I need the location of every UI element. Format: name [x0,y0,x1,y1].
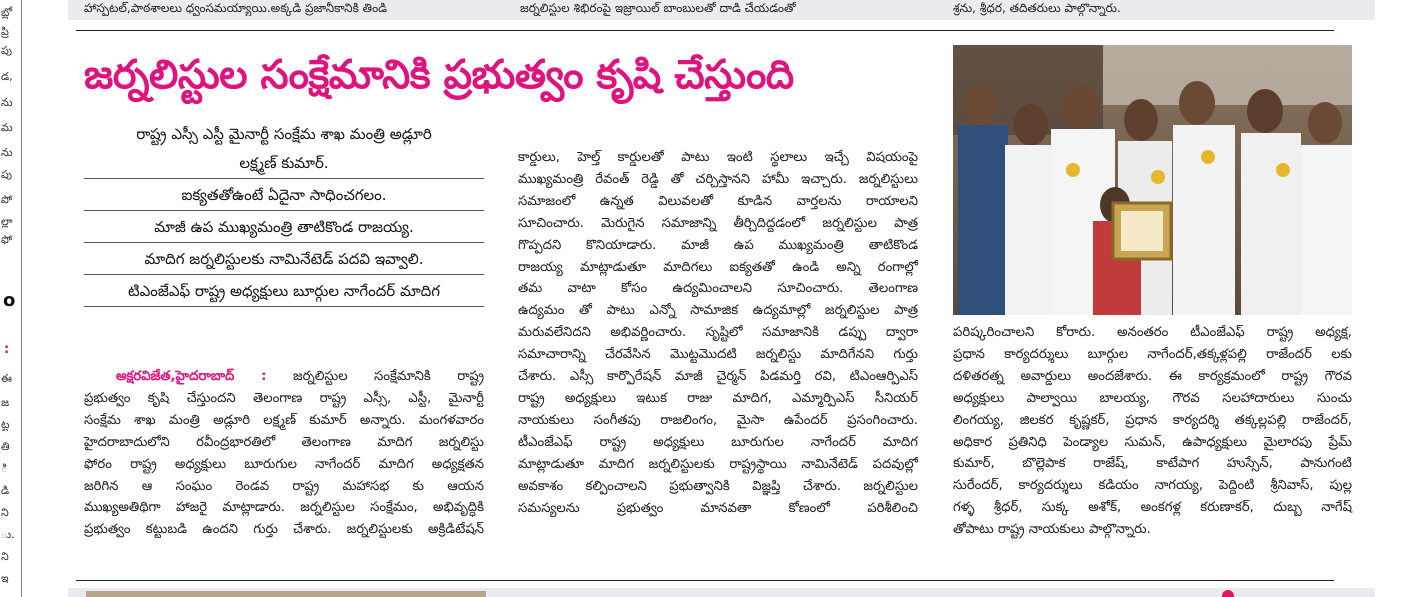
fragment-text: మ [1,121,13,134]
fragment-text: ని [1,506,9,519]
fragment-text: ని [1,550,9,563]
previous-article-band [68,0,1375,20]
body-column-1 [84,366,484,541]
fragment-text: ి [1,462,8,475]
body-line: ఉద్యమం తో పాటు ఎన్నో సామాజిక ఉద్యమాల్లో జర్నలిస్టుల పాత్ర [518,303,918,319]
fragment-text: బ్లో [1,6,13,19]
body-line: జర్నలిస్టుల సంక్షేమానికి రాష్ట్ర [292,369,484,384]
fragment-text: పు [1,168,12,181]
sub-heading: లక్ష్మణ్ కుమార్. [84,147,484,179]
previous-article-text-middle: జర్నలిస్టుల శిభిరంపై ఇజ్రాయిల్ బాంబులతో దాడి చేయడంతో [520,1,796,15]
sub-heading: ఐక్యతతోఉంటే ఏదైనా సాధించగలం. [84,179,484,211]
sub-headings [84,118,484,307]
fragment-text: డి [1,484,10,497]
body-line: సురేందర్, కార్యదర్శులు కడియం నాగయ్య, పెద్దింటి శ్రీనివాస్, పుల్ల [953,478,1352,494]
body-line: రాజయ్య మాట్లాడుతూ మాదిగలు ఐక్యతతో ఉండి అన్ని రంగాల్లో [518,259,918,275]
fragment-text: జ [1,396,10,409]
body-line: దళితరత్న అవార్డులు అందజేశారు. ఈ కార్యక్రమంలో రాష్ట్ర గౌరవ [953,368,1352,384]
fragment-text: ఈ [1,372,12,385]
body-line: ఫోరం రాష్ట్ర అధ్యక్షులు బూరుగుల నాగేందర్ మాదిగ అధ్యక్షతన [84,456,484,472]
body-line: మరువలేనిదని అభివర్ణించారు. సృష్టిలో సమాజానికి డప్పు ద్వారా [518,325,918,341]
body-line: లింగయ్య, జిలకర కృష్ణకర్, ప్రధాన కార్యదర్శి తక్కల్లపల్లి రాజేందర్, [953,412,1352,428]
fragment-colon: : [4,342,10,357]
previous-article-text-right: శ్రను, శ్రీధర, తదితరులు పాల్గొన్నారు. [953,1,1121,15]
body-line: గళ్ళ శ్రీధర్, సుక్క అశోక్, అంకగళ్ల కరుణాకర్, దుబ్బ నాగేష్ [953,500,1352,516]
body-line: ముఖ్యఅతిథిగా హాజరై మాట్లాడారు. జర్నలిస్టుల సంక్షేమం, అభివృద్ధికి [84,500,484,516]
body-line: అవకాశం కల్పించాలని ప్రభుత్వానికి విజ్ఞప్తి చేశారు. జర్నలిస్టుల [518,478,918,494]
body-line: గొప్పదని కొనియాడారు. మాజీ ఉప ముఖ్యమంత్రి తాటికొండ [518,237,918,253]
sub-heading: మాదిగ జర్నలిస్టులకు నామినేటెడ్ పదవి ఇవ్వాలి. [84,243,484,275]
body-line: కుమార్, బొల్లెపాక రాజేష్, కాటేపాగ హుస్సేన్, పానుగంటి [953,456,1352,472]
sub-heading: టిఎంజేఎఫ్ రాష్ట్ర అధ్యక్షులు బూర్గుల నాగేందర్ మాదిగ [84,275,484,307]
body-line: అధికార ప్రతినిధి పెండ్యాల సుమన్, ఉపాధ్యక్షులు మైలారపు ప్రేమ్ [953,434,1352,450]
next-article-accent [1222,590,1234,597]
body-line: ప్రభుత్వం కట్టుబడి ఉందని గుర్తు చేశారు. జర్నలిస్టులకు అక్రిడిటేషన్ [84,522,484,538]
body-line: సమస్యలను ప్రభుత్వం మానవతా కోణంలో పరిశీలించి [518,500,918,516]
sub-heading: రాష్ట్ర ఎస్సీ ఎస్టీ మైనార్టీ సంక్షేమ శాఖ మంత్రి అడ్లూరి [136,125,432,143]
event-photo [953,45,1352,315]
body-line: మాట్లాడుతూ మాదిగ జర్నలిస్టులకు రాష్ట్రస్థాయి నామినేటెడ్ పదవుల్లో [518,456,918,472]
bottom-divider [76,580,1334,581]
event-photo-illustration [953,45,1352,315]
body-line: తోపాటు రాష్ట్ర నాయకులు పాల్గొన్నారు. [953,522,1151,538]
top-divider [76,30,1334,31]
fragment-text: డ, [1,70,13,83]
body-line: జరిగిన ఆ సంఘం రెండవ రాష్ట్ర మహాసభ కు ఆయన [84,478,484,494]
dateline: అక్షరవిజేత,హైదరాబాద్ : [116,369,267,384]
fragment-text: ఇ [1,572,9,585]
body-line: ప్రధాన కార్యదర్శులు బూర్గుల నాగేందర్,తక్కళ్లపల్లి రాజేందర్ లకు [953,346,1352,362]
body-line: సమాజంలో ఉన్నత విలువలతో కూడిన వార్తలను రాయాలని [518,193,918,209]
body-line: తమ వాటా కోసం ఉద్యమించాలని సూచించారు. తెలంగాణ [518,281,918,297]
fragment-mark: o [3,290,16,311]
body-line: నాయకులు సంగీతపు రాజలింగం, మైసా ఉపేందర్ ప్రసంగించారు. [518,412,918,428]
body-line: ముఖ్యమంత్రి రేవంత్ రెడ్డి తో చర్చిస్తానని హామీ ఇచ్చారు. జర్నలిస్టులు [518,171,918,187]
fragment-text: ను [1,96,13,109]
fragment-text: ల్లా [1,215,13,228]
body-line: కార్డులు, హెల్త్ కార్డులతో పాటు ఇంటి స్థలాలు ఇచ్చే విషయంపై [518,150,918,165]
body-line: టీఎంజేఎఫ్ రాష్ట్ర అధ్యక్షులు బూరుగుల నాగేందర్ మాదిగ [518,434,918,450]
body-line: అధ్యక్షులు పాల్వాయి బాలయ్య, గౌరవ సలహాదారులు సుంచు [953,390,1352,406]
body-line: చేశారు. ఎస్సీ కార్పొరేషన్ మాజీ చైర్మన్ పిడమర్తి రవి, టిఎంఆర్పిఎస్ [518,369,918,385]
body-line: ప్రభుత్వం కృషి చేస్తుందని తెలంగాణ రాష్ట్ర ఎస్సీ, ఎస్టీ, మైనార్టీ [84,390,484,406]
body-line: హైదరాబాదులోని రవీంద్రభారతిలో తెలంగాణ మాదిగ జర్నలిస్టు [84,434,484,450]
article-headline: జర్నలిస్టుల సంక్షేమానికి ప్రభుత్వం కృషి చేస్తుంది [84,52,794,98]
body-line: సంక్షేమ శాఖ మంత్రి అడ్లూరి లక్ష్మణ్ కుమార్ అన్నారు. మంగళవారం [84,412,484,428]
fragment-text: ప్రి [1,25,9,38]
fragment-text: ు. [1,528,15,541]
adjacent-column-fragment [0,0,22,597]
fragment-text: తి [1,440,10,453]
body-line: రాష్ట్ర అధ్యక్షులు ఇటుక రాజు మాదిగ, ఎమ్మార్పిఎస్ సీనియర్ [518,390,918,406]
next-article-photo [86,591,486,597]
body-line: పరిష్కరించాలని కోరారు. అనంతరం టీఎంజేఎఫ్ రాష్ట్ర అధ్యక్ష, [953,325,1352,340]
previous-article-text-left: హాస్పటల్,పాఠశాలలు ధ్వంసమయ్యాయి.అక్కడి ప్రజానీకానికి తిండి [84,1,388,15]
body-column-2 [518,147,918,519]
fragment-text: ఫో [1,233,13,246]
fragment-text: పు [1,44,12,57]
fragment-text: పో [1,193,13,206]
body-line: సమాచారాన్ని చేరవేసిన మొట్టమొదటి జర్నలిస్టు మాదిగేనని గుర్తు [518,347,918,363]
fragment-text: ను [1,146,13,159]
body-column-3 [953,322,1352,541]
body-line: సూచించారు. మెరుగైన సమాజాన్ని తీర్చిదిద్దడంలో జర్నలిస్టుల పాత్ర [518,215,918,231]
fragment-text: ట్ట [1,418,10,431]
sub-heading: మాజీ ఉప ముఖ్యమంత్రి తాటికొండ రాజయ్య. [84,211,484,243]
